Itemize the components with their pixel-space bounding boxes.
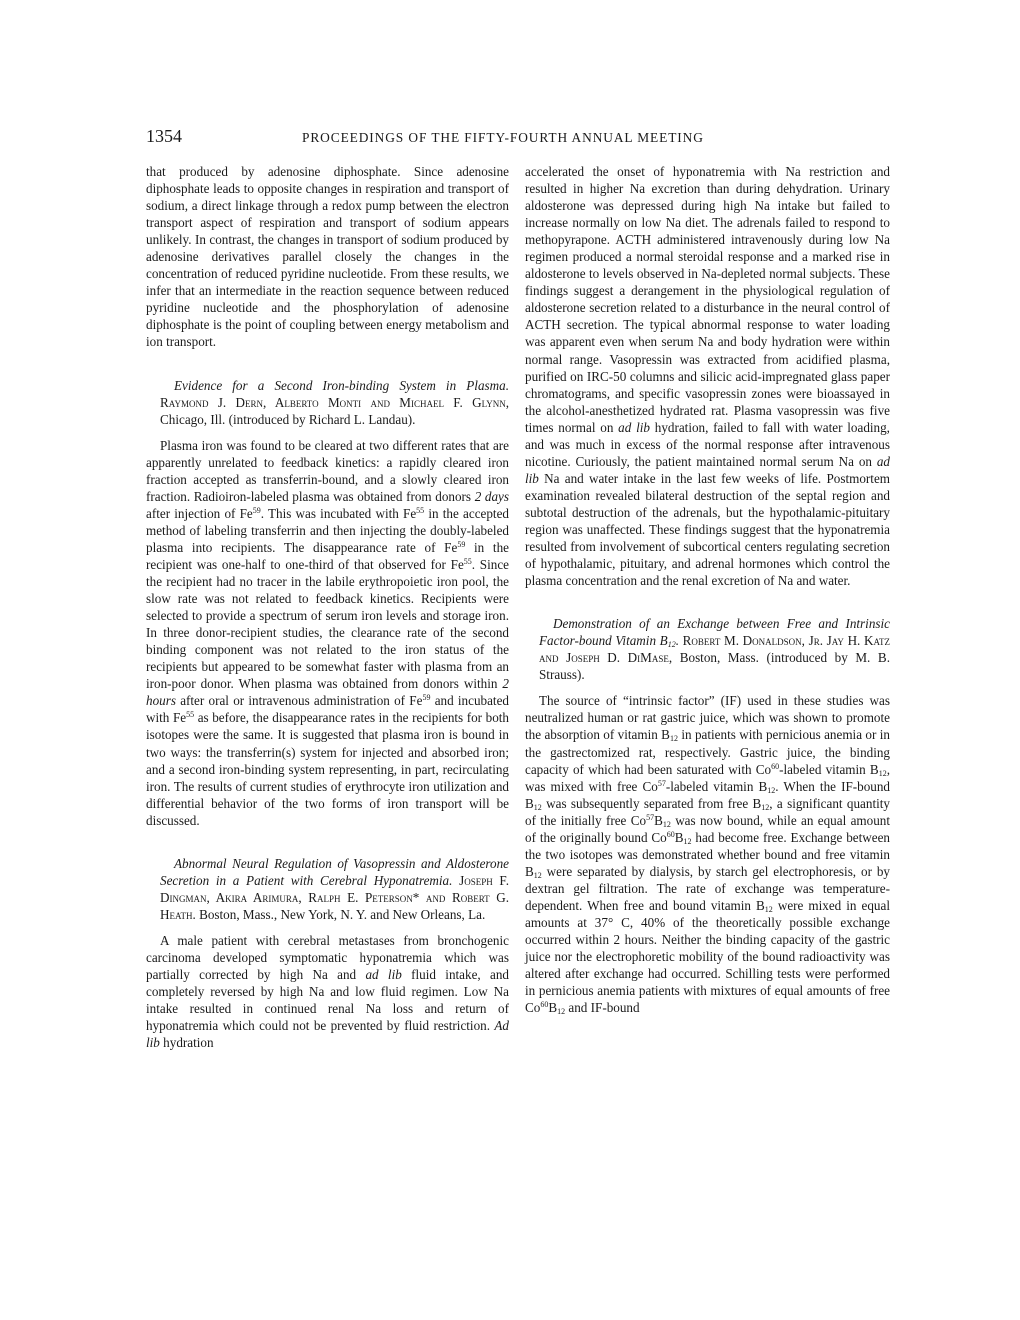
abstract-body-vasopressin: A male patient with cerebral metastases from bronchogenic carcinoma developed symptomatic hyponatremia which was partially corrected by high Na and ad lib fluid intake, and completely reversed by high Na and low fluid regimen. Low Na intake resulted in continued renal Na loss and return of hyponatremia which could not be prevented by fluid restriction. Ad lib hydration (146, 932, 509, 1051)
abstract-body-vitamin-b12: The source of “intrinsic factor” (IF) used in these studies was neutralized human or rat gastric juice, which was shown to promote the absorption of vitamin $B_{12}$ in patients with pernicious anemia or in the gastrectomized rat, respectively. Gastric juice, the binding capacity of which had been saturated with Co$^{60}$-labeled vitamin $B_{12}$, was mixed with free Co$^{57}$-labeled vitamin $B_{12}$. When the IF-bound $B_{12}$ was subsequently separated from free $B_{12}$, a significant quantity of the initially free $Co^{57}B_{12}$ was now bound, while an equal amount of the originally bound $Co^{60}B_{12}$ had become free. Exchange between the two isotopes was demonstrated whether bound and free vitamin $B_{12}$ were separated by dialysis, by starch gel electrophoresis, or by dextran gel filtration. The rate of exchange was temperature-dependent. When free and bound vitamin $B_{12}$ were mixed in equal amounts at 37° C, 40% of the theoretically possible exchange occurred within 2 hours. Neither the binding capacity of the gastric juice nor the electrophoretic mobility of the bound radioactivity was altered after exchange had occurred. Schilling tests were performed in pernicious anemia patients with mixtures of equal amounts of free $Co^{60}B_{12}$ and IF-bound (525, 693, 890, 1017)
abstract-location: Boston, Mass., New York, N. Y. and New Orleans, La. (199, 906, 486, 922)
continued-paragraph: accelerated the onset of hyponatremia with Na restriction and resulted in higher Na excretion than during dehydration. Urinary aldosterone was depressed during high Na intake but failed to increase normally on low Na diet. The adrenals failed to respond to methopyrapone. ACTH administered intravenously during low Na regimen produced a normal steroidal response and a marked rise in aldosterone to levels observed in Na-depleted normal subjects. These findings suggest a derangement in the physiological regulation of aldosterone secretion related to a disturbance in the neural control of ACTH secretion. The typical abnormal response to water loading was apparent even when serum Na and body hydration were within normal range. Vasopressin was extracted from acidified plasma, purified on IRC-50 columns and silicic acid-impregnated glass paper chromatograms, and specific vasopressin zones were bioassayed in the alcohol-anesthetized hydrated rat. Plasma vasopressin was five times normal on ad lib hydration, failed to fall with water loading, and was much in excess of the normal response after intravenous nicotine. Curiously, the patient maintained normal serum Na on ad lib Na and water intake in the last few weeks of life. Postmortem examination revealed bilateral destruction of the septal region and subtotal destruction of the adrenals, but the hypothalamic-pituitary region was unaffected. These findings suggest that the hyponatremia resulted from involvement of subcortical centers regulating secretion of hypothalamic, pituitary, and adrenal hormones which control the plasma concentration and the renal excretion of Na and water. (525, 164, 890, 589)
left-column (146, 163, 509, 1051)
abstract-title: Demonstration of an Exchange between Free and Intrinsic Factor-bound Vitamin $B_{12}$. (539, 616, 890, 650)
abstract-heading-vitamin-b12 (525, 615, 890, 683)
abstract-heading-iron-binding (146, 377, 509, 428)
page-header (146, 126, 890, 148)
abstract-title: Abnormal Neural Regulation of Vasopressin and Aldosterone Secretion in a Patient with Cerebral Hyponatremia. (160, 855, 509, 888)
abstract-location: Boston, Mass. (introduced by M. B. Strauss). (539, 650, 890, 683)
abstract-location: Chicago, Ill. (introduced by Richard L. Landau). (160, 411, 416, 427)
abstract-body-iron-binding: Plasma iron was found to be cleared at two different rates that are apparently unrelated to feedback kinetics: a rapidly cleared iron fraction accepted as transferrin-bound, and a slowly cleared iron fraction. Radioiron-labeled plasma was obtained from donors 2 days after injection of Fe$^{59}$. This was incubated with Fe$^{55}$ in the accepted method of labeling transferrin and then injecting the doubly-labeled plasma into recipients. The disappearance rate of Fe$^{59}$ in the recipient was one-half to one-third of that observed for Fe$^{55}$. Since the recipient had no tracer in the labile erythropoietic iron pool, the slow rate was not related to feedback kinetics. Recipients were selected to provide a spectrum of serum iron levels and storage iron. In three donor-recipient studies, the clearance rate of the second binding component was not related to the iron status of the recipients but appeared to be somewhat faster with plasma from an iron-poor donor. When plasma was obtained from donors within 2 hours after oral or intravenous administration of Fe$^{59}$ and incubated with Fe$^{55}$ as before, the disappearance rates in the recipients for both isotopes were the same. It is suggested that plasma iron is bound in two ways: the transferrin(s) system for injected and absorbed iron; and a second iron-binding system representing, in part, recirculating iron. The results of current studies of erythrocyte iron utilization and differential behavior of the two forms of iron transport will be discussed. (146, 437, 510, 828)
abstract-authors: Joseph F. Dingman, Akira Arimura, Ralph E. Peterson* and Robert G. Heath. (160, 872, 509, 922)
abstract-authors: Robert M. Donaldson, Jr. Jay H. Katz and Joseph D. DiMase, (539, 633, 890, 666)
right-column (525, 163, 890, 1016)
continued-paragraph: that produced by adenosine diphosphate. Since adenosine diphosphate leads to opposite changes in respiration and transport of sodium, a direct linkage through a redox pump between the electron transport aspect of respiration and transport of sodium appears unlikely. In contrast, the changes in transport of sodium produced by adenosine derivatives parallel closely the changes in the concentration of reduced pyridine nucleotide. From these results, we infer that an intermediate in the reaction sequence between reduced pyridine nucleotide and the phosphorylation of adenosine diphosphate is the point of coupling between energy metabolism and ion transport. (146, 164, 509, 350)
abstract-title: Evidence for a Second Iron-binding System in Plasma. (174, 377, 509, 393)
page-number: 1354 (146, 126, 182, 146)
abstract-authors: Raymond J. Dern, Alberto Monti and Michael F. Glynn, (160, 394, 509, 410)
abstract-heading-vasopressin (146, 855, 509, 923)
running-title: PROCEEDINGS OF THE FIFTY-FOURTH ANNUAL MEETING (302, 130, 704, 145)
